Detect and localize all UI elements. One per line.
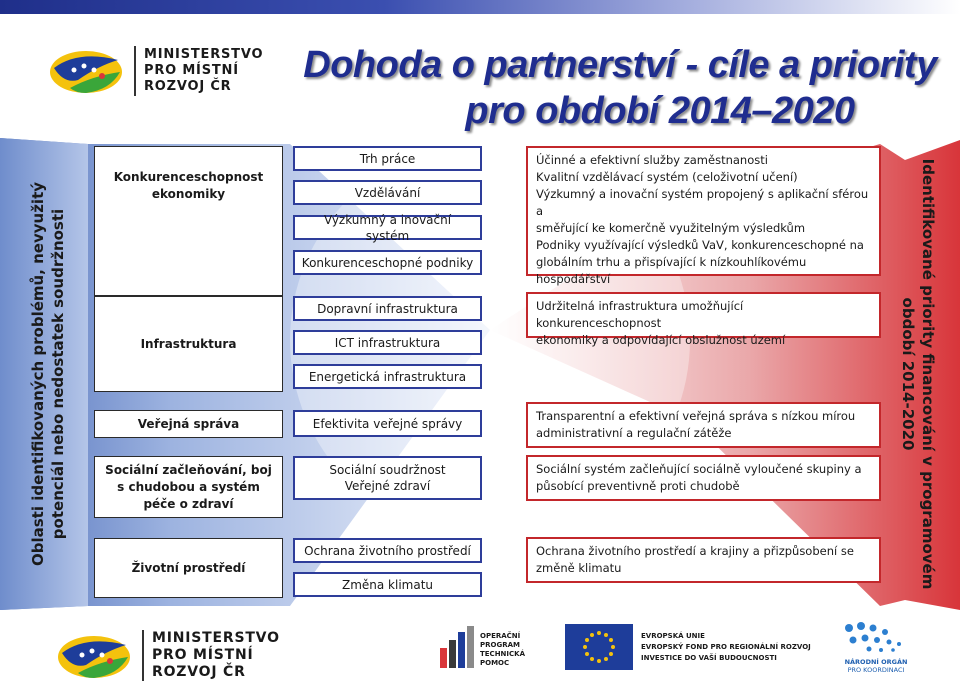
priority-line: Transparentní a efektivní veřejná správa s nízkou mírou — [536, 409, 856, 423]
priority-line: změně klimatu — [536, 561, 622, 575]
priority-line: ekonomiky a odpovídající obslužnost území — [536, 333, 786, 347]
ministry-emblem-icon — [48, 46, 126, 96]
topic-label: Ochrana životního prostředí — [304, 543, 471, 558]
topic-box — [293, 456, 482, 500]
area-box-social-inclusion — [94, 456, 283, 518]
topic-label: Změna klimatu — [341, 577, 434, 592]
eu-line1: EVROPSKÁ UNIE — [641, 631, 705, 640]
priority-box — [526, 402, 881, 448]
optp-bars-icon — [440, 626, 476, 668]
ministry-logo-line2: PRO MÍSTNÍ — [144, 63, 239, 78]
topic-label: Vzdělávání — [354, 185, 421, 200]
topic-box — [293, 364, 482, 389]
left-side-label-line1: Oblasti identifikovaných problémů, nevyužitý — [29, 181, 47, 567]
ministry-logo-line3: ROZVOJ ČR — [144, 79, 232, 94]
priority-box — [526, 537, 881, 583]
topic-label: Výzkumný a inovační systém — [323, 212, 452, 243]
topic-box — [293, 146, 482, 171]
topic-box — [293, 330, 482, 355]
priority-box — [526, 455, 881, 501]
optp-line2: PROGRAM — [480, 641, 520, 649]
topic-box — [293, 538, 482, 563]
topic-box — [293, 180, 482, 205]
priority-line: globálním trhu a přispívající k nízkouhlíkovému — [536, 255, 807, 269]
nok-dots-icon — [841, 620, 911, 654]
logo-divider — [134, 46, 136, 96]
topic-label: Konkurenceschopné podniky — [301, 255, 474, 270]
nok-line1: NÁRODNÍ ORGÁN — [844, 658, 908, 666]
footer-ministry-line1: MINISTERSTVO — [152, 630, 280, 646]
right-side-label — [898, 159, 938, 590]
optp-line4: POMOC — [480, 659, 510, 667]
area-label: Sociální začleňování, boj s chudobou a systém péče o zdraví — [105, 462, 272, 511]
topic-label: ICT infrastruktura — [334, 335, 441, 350]
ministry-logo — [48, 46, 263, 96]
topic-box — [293, 296, 482, 321]
topic-label: Efektivita veřejné správy — [312, 416, 463, 431]
priority-line: Ochrana životního prostředí a krajiny a přizpůsobení se — [536, 544, 854, 558]
optp-logo — [440, 626, 525, 668]
priority-line: působící preventivně proti chudobě — [536, 479, 740, 493]
area-label: Infrastruktura — [140, 336, 237, 351]
ministry-emblem-icon — [56, 631, 134, 681]
priority-box — [526, 146, 881, 286]
area-box-environment — [94, 538, 283, 598]
page-title — [300, 42, 940, 134]
topic-box — [293, 250, 482, 275]
area-box-infrastructure — [94, 296, 283, 392]
eu-flag-icon — [565, 624, 633, 670]
eu-logo — [565, 624, 811, 670]
topic-box — [293, 212, 482, 243]
area-label: Životní prostředí — [131, 560, 246, 575]
priority-line: směřující ke komerčně využitelným výsledkům — [536, 221, 806, 235]
priority-line: Kvalitní vzdělávací systém (celoživotní učení) — [536, 170, 798, 184]
page-title-line1: Dohoda o partnerství - cíle a priority — [303, 44, 937, 86]
area-label: Konkurenceschopnost ekonomiky — [113, 170, 264, 201]
right-side-label-line2: období 2014-2020 — [899, 297, 917, 451]
footer-ministry-logo — [56, 630, 280, 681]
footer-ministry-line3: ROZVOJ ČR — [152, 664, 246, 680]
area-box-competitiveness — [94, 146, 283, 296]
left-side-label — [28, 182, 68, 566]
page-title-line2: pro období 2014–2020 — [465, 90, 855, 132]
topic-label: Trh práce — [359, 151, 416, 166]
topic-label: Sociální soudržnost — [329, 463, 446, 477]
nok-line2: PRO KOORDINACI — [847, 666, 905, 674]
nok-logo — [826, 620, 926, 674]
topic-label: Dopravní infrastruktura — [317, 301, 458, 316]
topic-label: Energetická infrastruktura — [308, 369, 467, 384]
topic-box — [293, 410, 482, 437]
priority-line: administrativní a regulační zátěže — [536, 426, 732, 440]
topic-label: Veřejné zdraví — [344, 479, 431, 493]
eu-line2: EVROPSKÝ FOND PRO REGIONÁLNÍ ROZVOJ — [641, 642, 811, 651]
left-side-label-line2: potenciál nebo nedostatek soudržnosti — [49, 208, 67, 540]
right-side-label-line1: Identifikované priority financování v programovém — [919, 158, 937, 590]
area-label: Veřejná správa — [137, 416, 240, 431]
optp-line1: OPERAČNÍ — [480, 632, 521, 640]
footer-ministry-line2: PRO MÍSTNÍ — [152, 647, 254, 663]
optp-line3: TECHNICKÁ — [480, 650, 525, 658]
priority-line: Účinné a efektivní služby zaměstnanosti — [536, 153, 768, 167]
priority-box — [526, 292, 881, 347]
priority-line: Udržitelná infrastruktura umožňující konkurenceschopnost — [536, 299, 744, 330]
area-box-public-administration — [94, 410, 283, 438]
priority-line: Podniky využívající výsledků VaV, konkurenceschopné na — [536, 238, 864, 252]
logo-divider — [142, 630, 144, 681]
priority-line: Sociální systém začleňující sociálně vyloučené skupiny a — [536, 462, 862, 476]
ministry-logo-line1: MINISTERSTVO — [144, 47, 264, 62]
eu-line3: INVESTICE DO VAŠÍ BUDOUCNOSTI — [641, 653, 777, 662]
topic-box — [293, 572, 482, 597]
priority-line: Výzkumný a inovační systém propojený s aplikační sférou a — [536, 187, 869, 218]
priority-line: hospodářství — [536, 272, 611, 286]
